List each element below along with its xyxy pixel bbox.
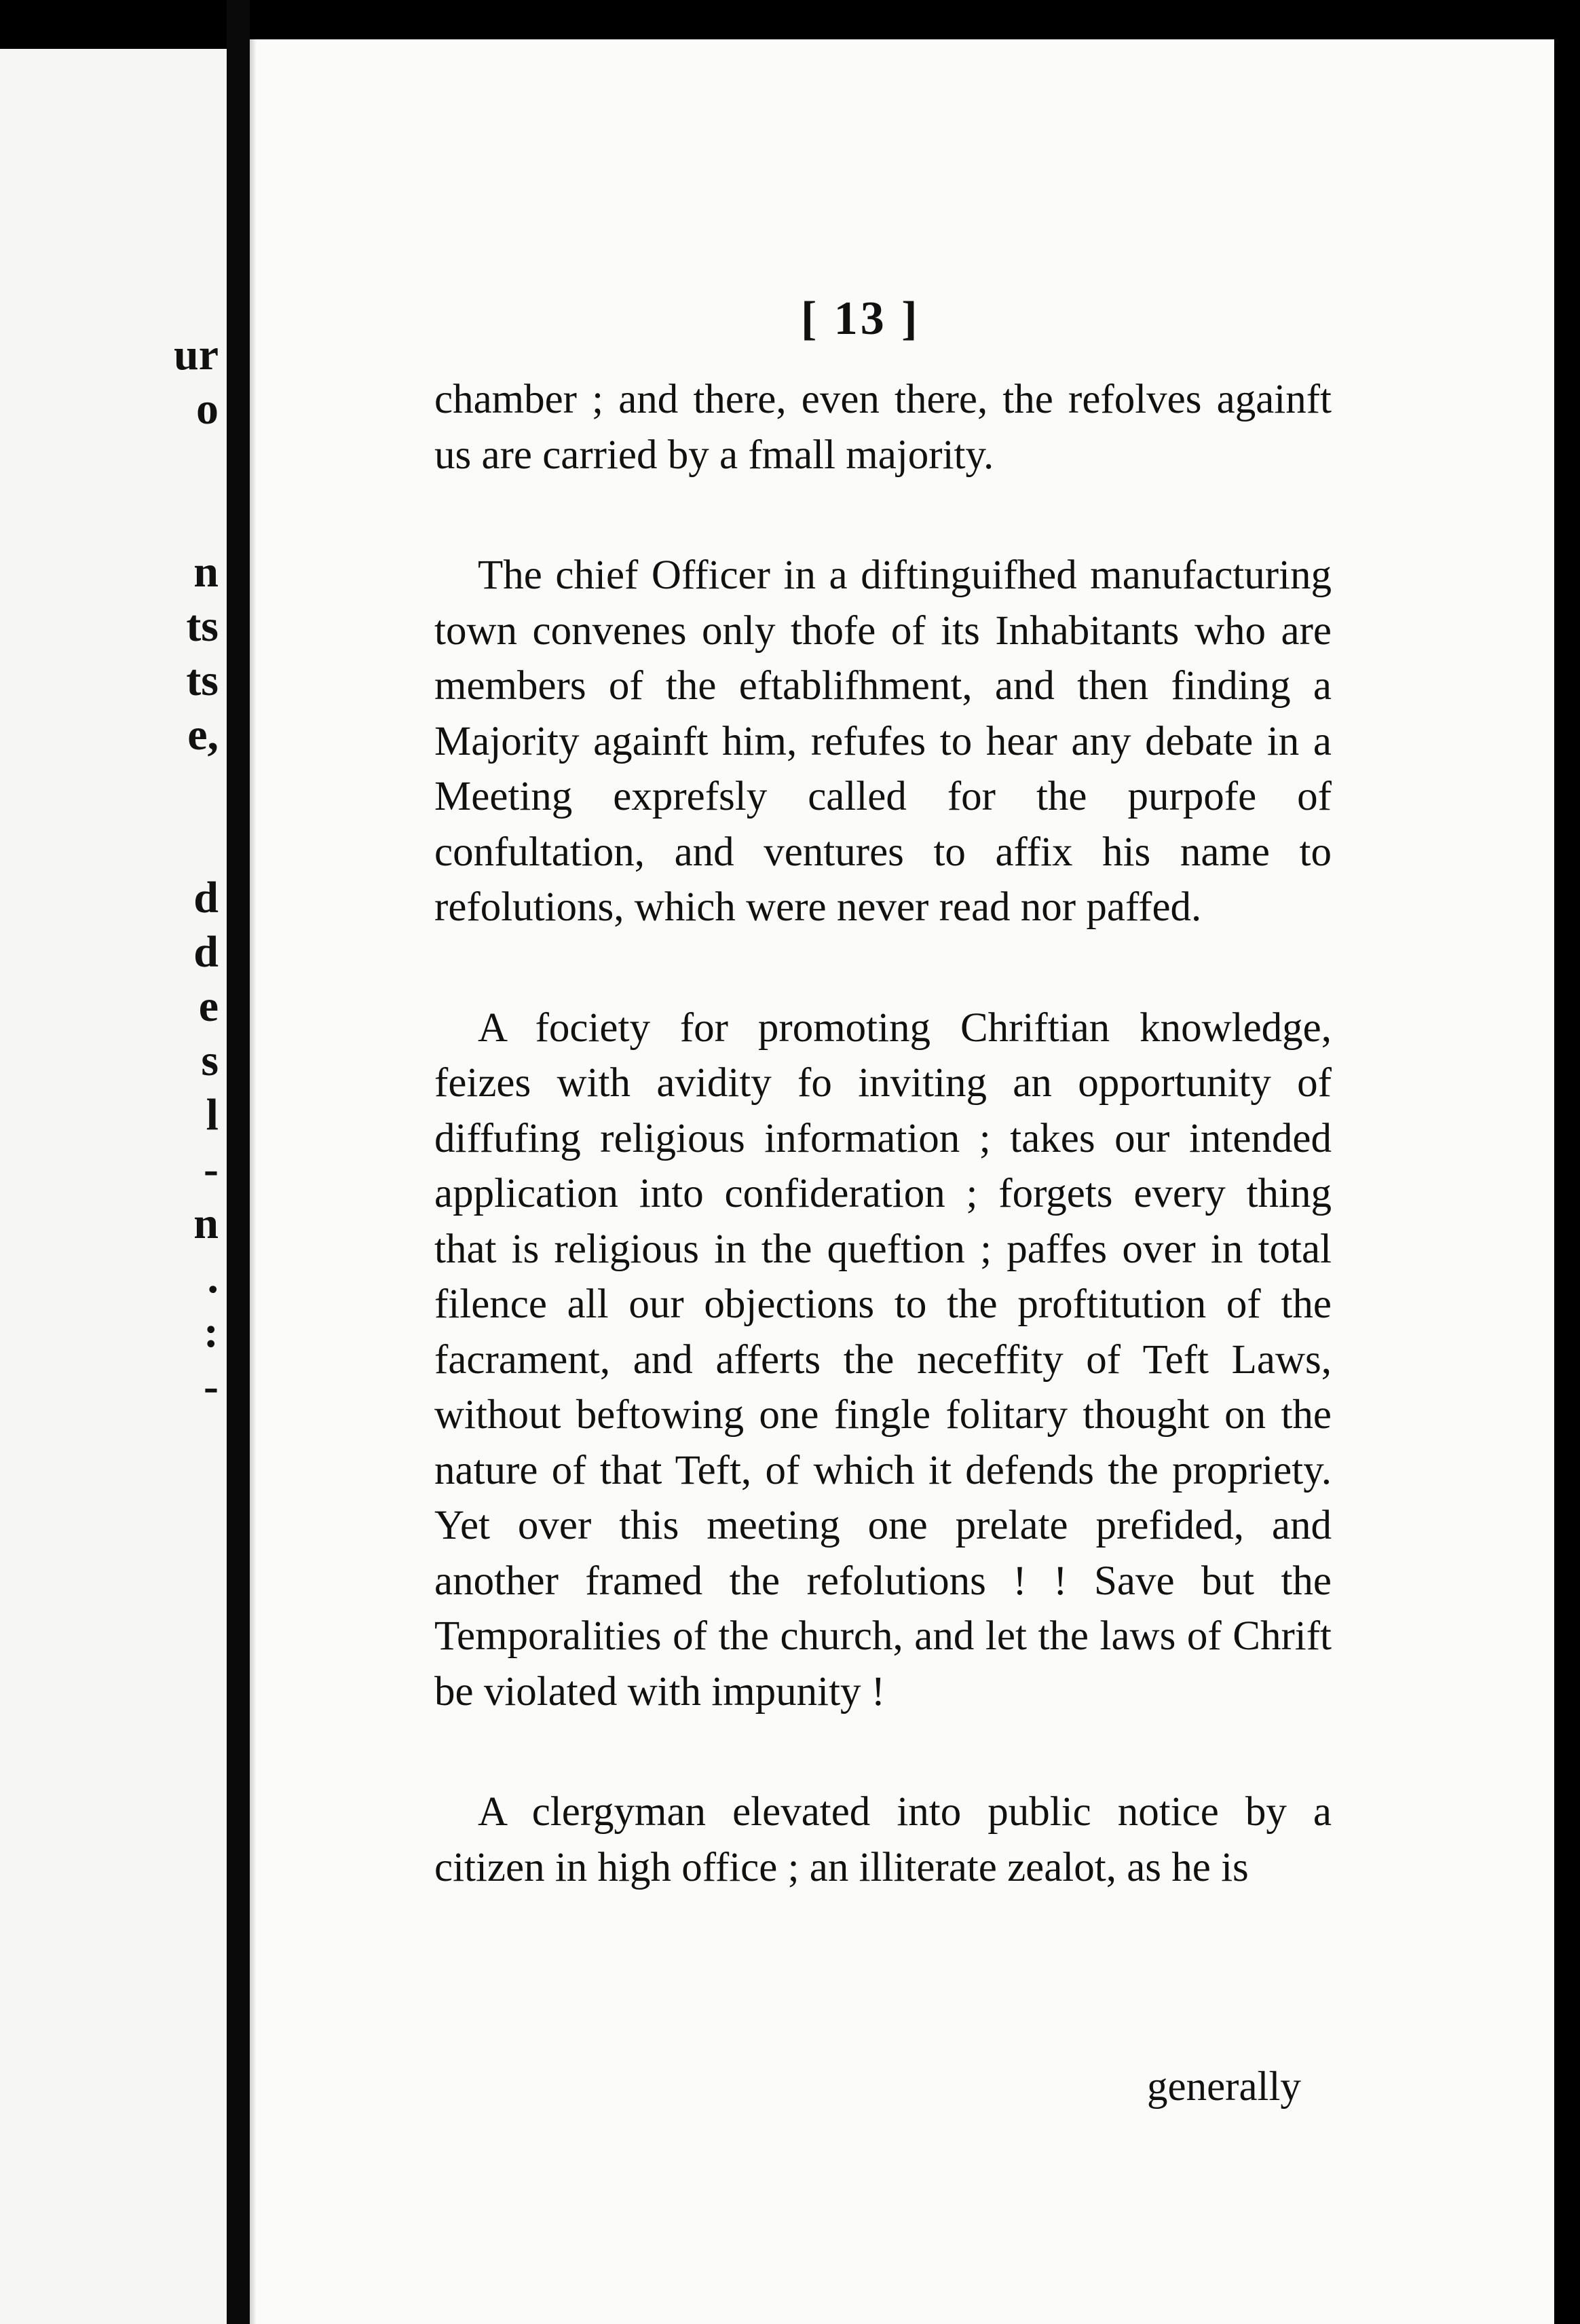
left-page-line-ending: . xyxy=(207,1253,219,1302)
paragraph-continuation: chamber ; and there, even there, the refolves againft us are carried by a fmall majority. xyxy=(434,377,1332,478)
page-edge-shadow xyxy=(1554,0,1580,2324)
left-page-text-fragments xyxy=(0,49,227,2324)
page-number: [ 13 ] xyxy=(801,293,920,345)
left-page-line-ending: - xyxy=(204,1362,219,1411)
left-page-line-ending: l xyxy=(206,1090,219,1140)
body-text xyxy=(434,372,1332,1895)
catchword: generally xyxy=(1147,2064,1301,2110)
left-page-line-ending: ur xyxy=(174,330,219,379)
left-page-line-ending: ts xyxy=(186,601,219,651)
left-page-line-ending: d xyxy=(193,927,219,977)
left-page-line-ending: n xyxy=(193,547,219,597)
left-page xyxy=(0,49,227,2324)
left-page-line-ending: ts xyxy=(186,656,219,705)
paragraph-society: A fociety for promoting Chriftian knowledge, feizes with avidity fo inviting an opportunity of diffufing religious information ; takes our intended application into confideration ; forgets every thing that is religious in the queftion ; paffes over in total filence all our objections to the proftitution of the facrament, and afferts the neceffity of Teft Laws, without beftowing one fingle folitary thought on the nature of that Teft, of which it defends the propriety. Yet over this meeting one prelate prefided, and another framed the refolutions ! ! Save but the Temporalities of the church, and let the laws of Chrift be violated with impunity ! xyxy=(434,1005,1332,1714)
paragraph-chief-officer: The chief Officer in a diftinguifhed manufacturing town convenes only thofe of its Inhabitants who are members of the eftablifhment, and then finding a Majority againft him, refufes to hear any debate in a Meeting exprefsly called for the purpofe of confultation, and ventures to affix his name to refolutions, which were never read nor paffed. xyxy=(434,552,1332,930)
book-gutter xyxy=(227,0,250,2324)
left-page-line-ending: : xyxy=(204,1307,219,1357)
left-page-line-ending: e, xyxy=(187,710,219,760)
left-page-line-ending: e xyxy=(198,981,219,1031)
left-page-line-ending: d xyxy=(193,873,219,922)
left-page-line-ending: o xyxy=(196,384,219,434)
left-page-line-ending: n xyxy=(193,1199,219,1248)
left-page-line-ending: s xyxy=(201,1036,219,1085)
left-page-line-ending: - xyxy=(204,1144,219,1194)
paragraph-clergyman: A clergyman elevated into public notice by a citizen in high office ; an illiterate zealot, as he is xyxy=(434,1789,1332,1890)
